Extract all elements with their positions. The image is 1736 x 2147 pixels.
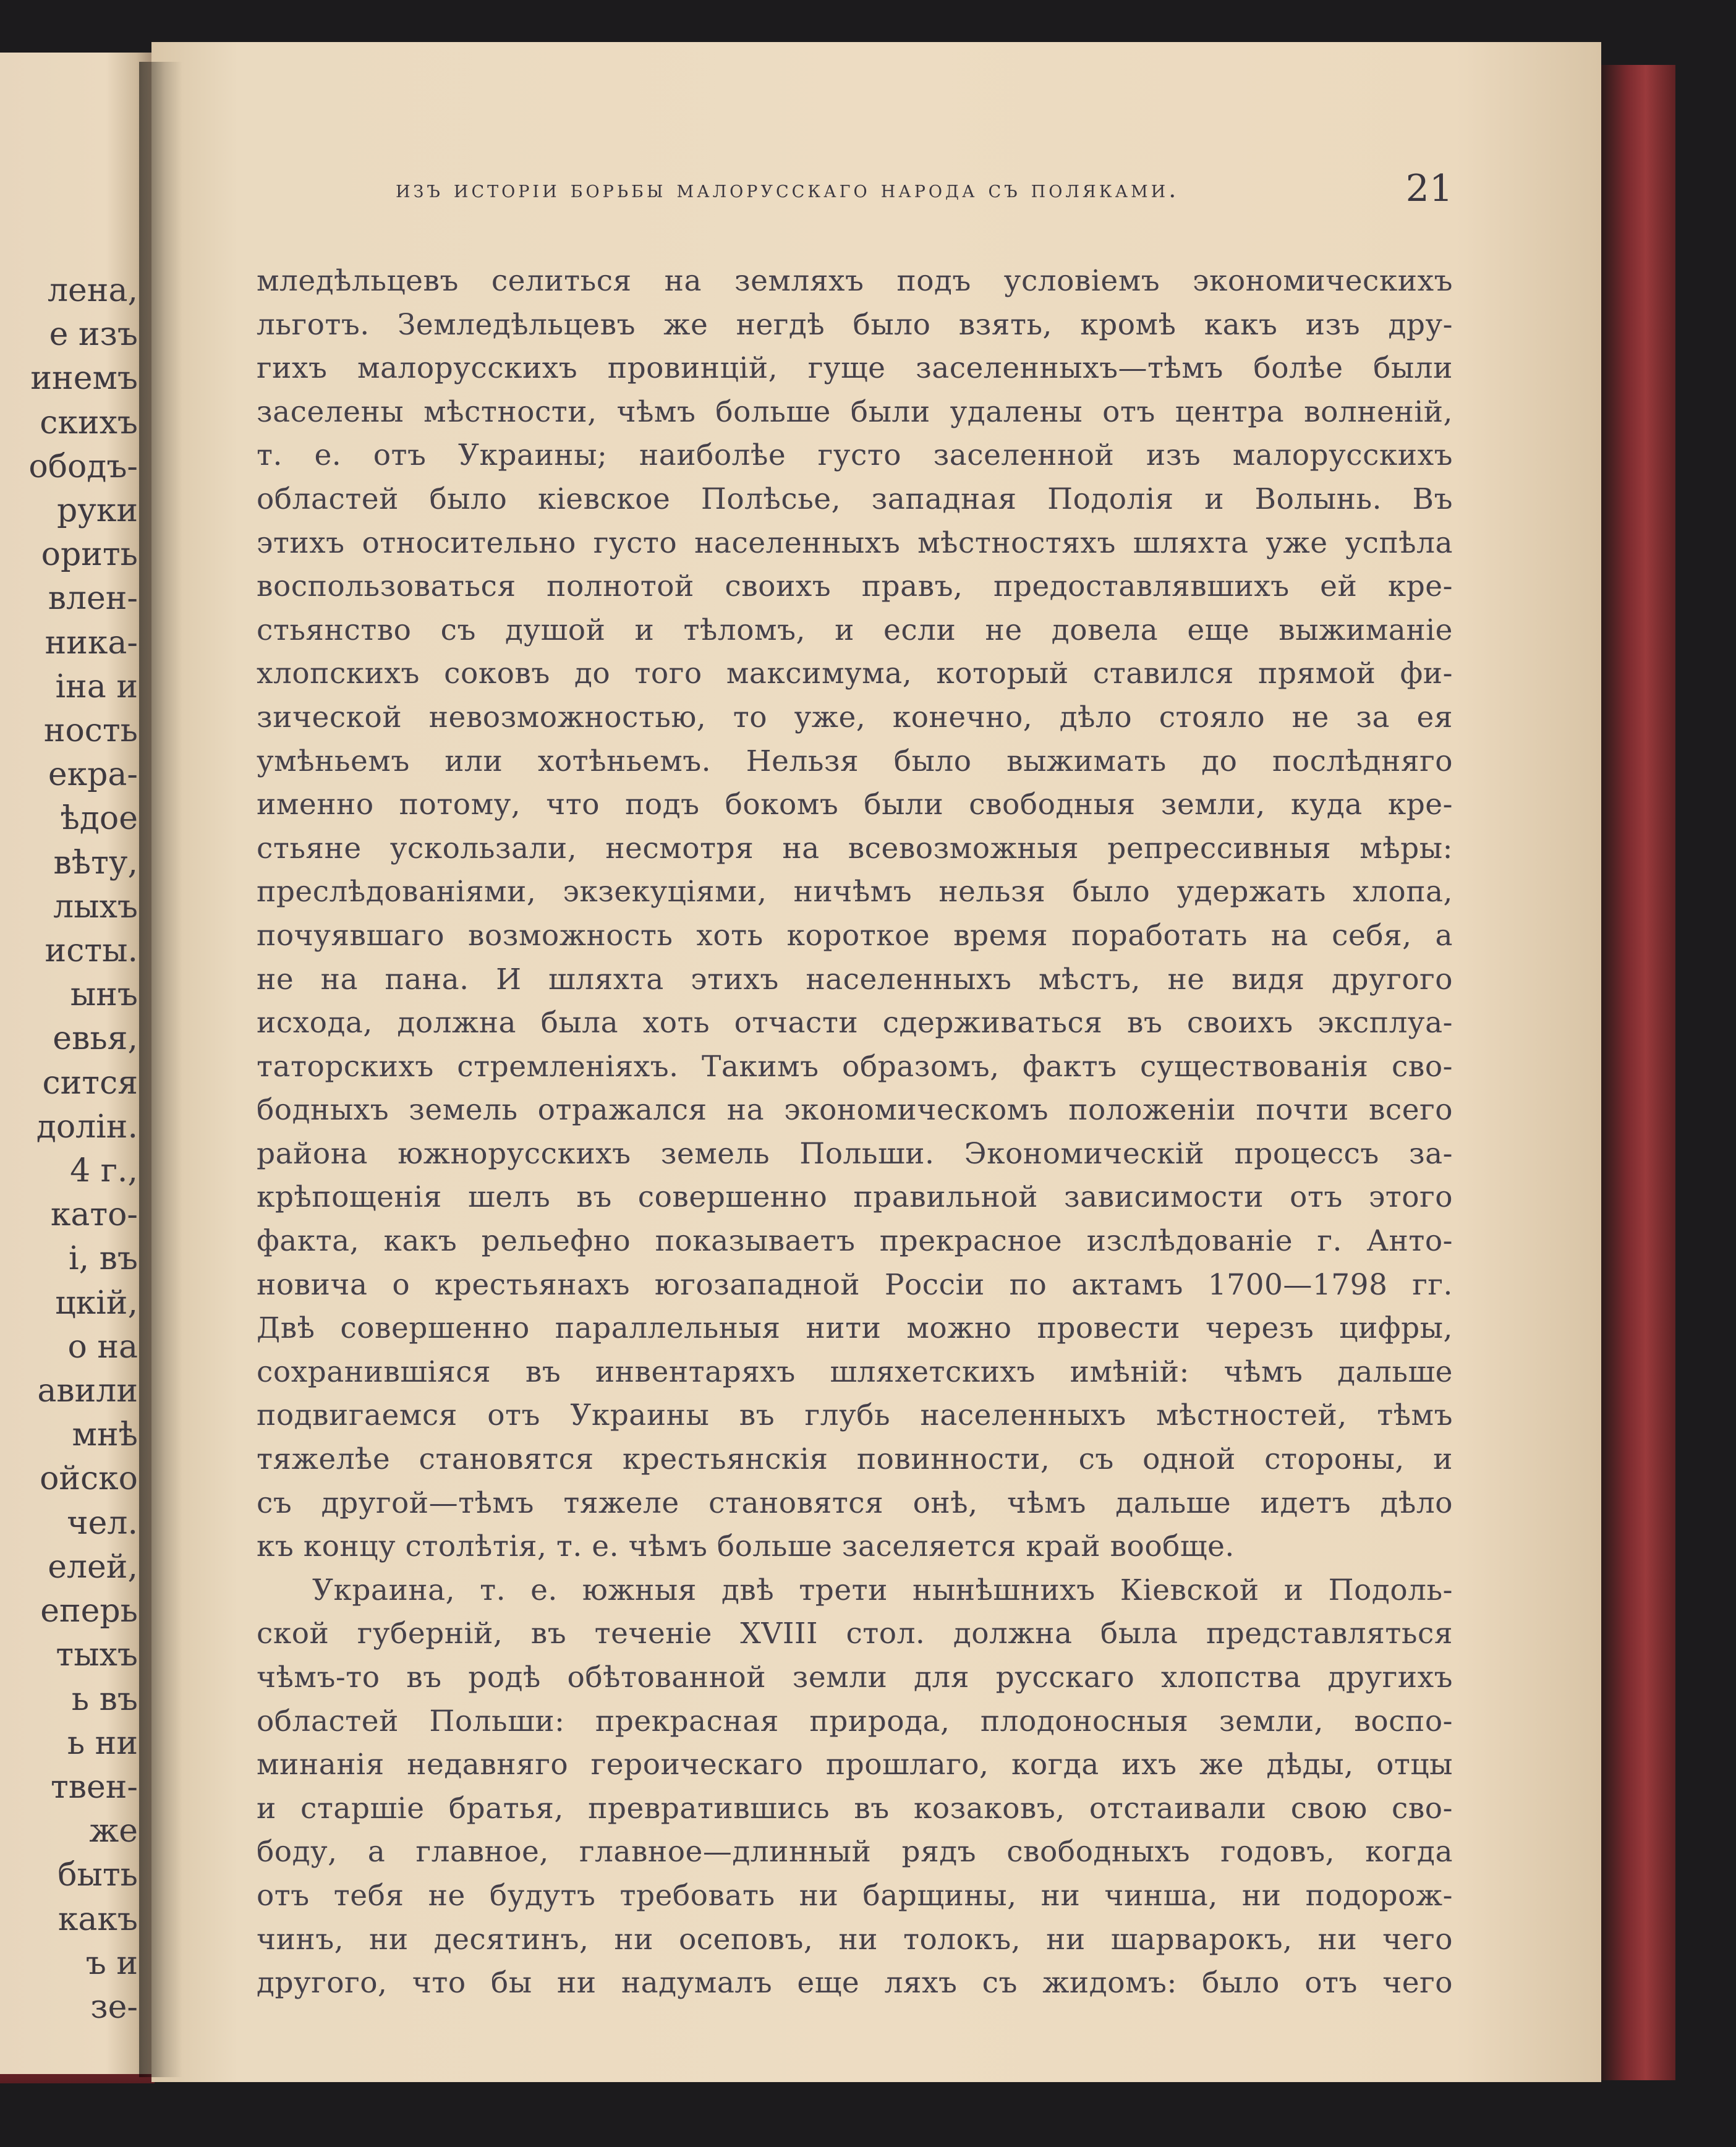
left-line: еперь (40, 1592, 138, 1630)
text-line: стьяне ускользали, несмотря на всевозможныя репрессивныя мѣры: (257, 831, 1453, 865)
left-line: ойско (40, 1460, 138, 1498)
left-line: евья, (53, 1020, 138, 1058)
text-line: бодныхъ земель отражался на экономическомъ положеніи почти всего (257, 1093, 1453, 1128)
gutter-shadow (139, 62, 182, 2077)
text-line: мледѣльцевъ селиться на земляхъ подъ условіемъ экономическихъ (257, 264, 1453, 298)
left-line: о на (67, 1328, 138, 1366)
left-line: ь въ (71, 1680, 138, 1718)
text-line: боду, а главное, главное—длинный рядъ свободныхъ годовъ, когда (257, 1835, 1453, 1869)
left-line: като- (50, 1196, 138, 1234)
left-line: ободъ- (28, 448, 138, 485)
text-line: ской губерній, въ теченіе XVIII стол. должна была представляться (257, 1617, 1453, 1651)
text-line: хлопскихъ соковъ до того максимума, который ставился прямой фи- (257, 657, 1453, 691)
text-line: областей Польши: прекрасная природа, плодоносныя земли, воспо- (257, 1704, 1453, 1738)
left-line: іна и (55, 668, 138, 705)
left-line: вѣту, (53, 844, 138, 882)
left-line: елей, (48, 1548, 138, 1586)
text-line: съ другой—тѣмъ тяжеле становятся онѣ, чѣмъ дальше идетъ дѣло (257, 1486, 1453, 1520)
text-line: чинъ, ни десятинъ, ни осеповъ, ни толокъ, ни шарварокъ, ни чего (257, 1922, 1453, 1957)
left-line: ъ и (85, 1944, 138, 1982)
text-line: заселены мѣстности, чѣмъ больше были удалены отъ центра волненій, (257, 394, 1453, 429)
text-line: воспользоваться полнотой своихъ правъ, предоставлявшихъ ей кре- (257, 569, 1453, 604)
left-line: исты. (45, 932, 138, 970)
text-line: преслѣдованіями, экзекуціями, ничѣмъ нельзя было удержать хлопа, (257, 875, 1453, 909)
text-line: зической невозможностью, то уже, конечно, дѣло стояло не за ея (257, 700, 1453, 734)
text-line: къ концу столѣтія, т. е. чѣмъ больше заселяется край вообще. (257, 1529, 1235, 1564)
text-line: сохранившіяся въ инвентаряхъ шляхетскихъ имѣній: чѣмъ дальше (257, 1354, 1453, 1389)
left-line: екра- (48, 756, 138, 794)
left-line: тыхъ (56, 1636, 138, 1674)
text-line: факта, какъ рельефно показываетъ прекрасное изслѣдованіе г. Анто- (257, 1224, 1453, 1259)
text-line: льготъ. Земледѣльцевъ же негдѣ было взять, кромѣ какъ изъ дру- (257, 307, 1453, 342)
page-number: 21 (1405, 167, 1453, 210)
left-line: ѣдое (60, 800, 138, 838)
text-line: Двѣ совершенно параллельныя нити можно провести черезъ цифры, (257, 1311, 1453, 1346)
text-line: подвигаемся отъ Украины въ глубь населенныхъ мѣстностей, тѣмъ (257, 1398, 1453, 1433)
text-line: стьянство съ душой и тѣломъ, и если не довела еще выжиманіе (257, 613, 1453, 647)
text-line: отъ тебя не будутъ требовать ни барщины, ни чинша, ни подорож- (257, 1878, 1453, 1913)
running-head-title: изъ исторіи борьбы малорусскаго народа съ поляками. (396, 176, 1180, 203)
left-line: ника- (45, 624, 138, 661)
left-line: чел. (67, 1504, 138, 1542)
book-cover-edge (1601, 65, 1675, 2080)
text-line: гихъ малорусскихъ провинцій, гуще заселенныхъ—тѣмъ болѣе были (257, 351, 1453, 386)
left-line: ынъ (70, 976, 138, 1014)
text-line: исхода, должна была хоть отчасти сдерживаться въ своихъ эксплуа- (257, 1006, 1453, 1040)
left-line: сится (42, 1064, 138, 1102)
text-line: умѣньемъ или хотѣньемъ. Нельзя было выжимать до послѣдняго (257, 744, 1453, 778)
left-page (0, 53, 151, 2074)
text-line: областей было кіевское Полѣсье, западная Подолія и Волынь. Въ (257, 482, 1453, 516)
text-line: не на пана. И шляхта этихъ населенныхъ мѣстъ, не видя другого (257, 962, 1453, 997)
text-line: т. е. отъ Украины; наиболѣе густо заселенной изъ малорусскихъ (257, 438, 1453, 473)
left-line: орить (41, 536, 138, 574)
left-line: е изъ (49, 316, 138, 354)
text-line: новича о крестьянахъ югозападной Россіи по актамъ 1700—1798 гг. (257, 1267, 1453, 1302)
left-line: руки (56, 492, 138, 530)
left-line: і, въ (68, 1240, 138, 1278)
text-line: тяжелѣе становятся крестьянскія повинности, съ одной стороны, и (257, 1442, 1453, 1477)
left-page-text (28, 269, 138, 2030)
text-line: минанія недавняго героическаго прошлаго, когда ихъ же дѣды, отцы (257, 1748, 1453, 1782)
left-line: мнѣ (72, 1416, 138, 1454)
left-line: какъ (57, 1900, 138, 1938)
text-line: района южнорусскихъ земель Польши. Экономическій процессъ за- (257, 1136, 1453, 1171)
text-line: крѣпощенія шелъ въ совершенно правильной зависимости отъ этого (257, 1180, 1453, 1215)
text-line: другого, что бы ни надумалъ еще ляхъ съ жидомъ: было отъ чего (257, 1966, 1453, 2000)
text-line: Украина, т. е. южныя двѣ трети нынѣшнихъ Кіевской и Подоль- (312, 1573, 1453, 1607)
left-line: твен- (50, 1768, 138, 1806)
text-line: этихъ относительно густо населенныхъ мѣстностяхъ шляхта уже успѣла (257, 525, 1453, 560)
left-line: 4 г., (70, 1152, 138, 1190)
left-line: авили (37, 1372, 138, 1410)
running-head (241, 155, 1453, 216)
body-text (257, 260, 1453, 2005)
text-line: таторскихъ стремленіяхъ. Такимъ образомъ, фактъ существованія сво- (257, 1049, 1453, 1084)
left-line: же (89, 1813, 138, 1850)
left-line: быть (57, 1856, 138, 1894)
left-line: лыхъ (53, 888, 138, 925)
text-line: и старшіе братья, превратившись въ козаковъ, отстаивали свою сво- (257, 1791, 1453, 1826)
text-line: именно потому, что подъ бокомъ были свободныя земли, куда кре- (257, 788, 1453, 822)
left-line: лена, (48, 272, 138, 309)
left-line: инемъ (30, 360, 138, 398)
left-line: ность (43, 712, 138, 750)
left-line: ь ни (67, 1724, 138, 1762)
left-line: цкій, (55, 1284, 138, 1322)
text-line: чѣмъ-то въ родѣ обѣтованной земли для русскаго хлопства другихъ (257, 1660, 1453, 1694)
left-line: долін. (36, 1108, 138, 1146)
text-line: почуявшаго возможность хоть короткое время поработать на себя, а (257, 918, 1453, 953)
left-line: скихъ (40, 404, 138, 441)
left-line: зе- (90, 1988, 138, 2026)
left-line: влен- (48, 580, 138, 618)
